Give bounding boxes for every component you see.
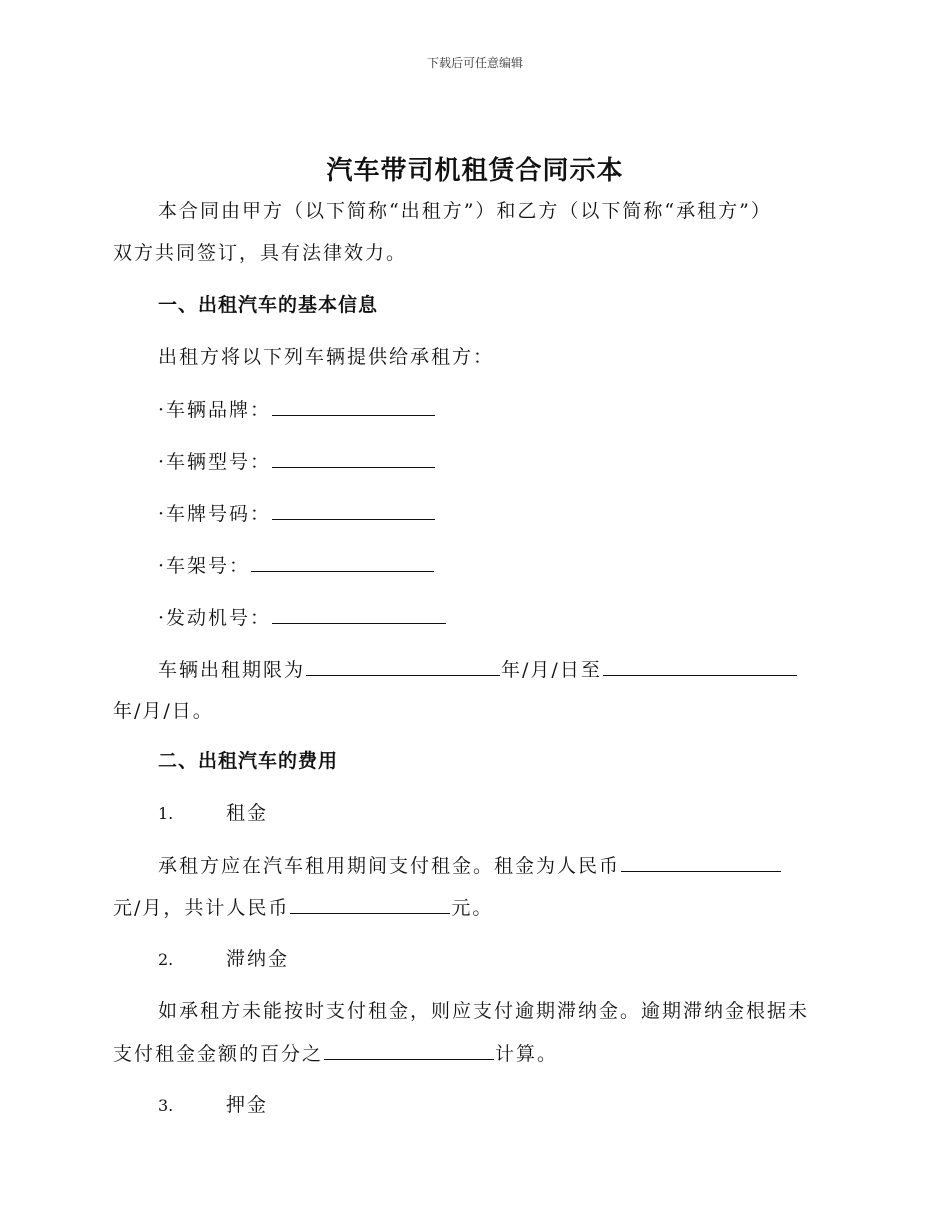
subsection-rent-number: 1. xyxy=(158,804,174,823)
late-fee-line-1: 如承租方未能按时支付租金，则应支付逾期滞纳金。逾期滞纳金根据未 xyxy=(158,1000,810,1022)
rent-unit-text: 元/月，共计人民币 xyxy=(113,897,290,919)
plate-number-label: ·车牌号码： xyxy=(158,503,272,525)
rental-period-prefix: 车辆出租期限为 xyxy=(158,659,306,681)
plate-number-blank[interactable] xyxy=(272,500,435,520)
vin-blank[interactable] xyxy=(251,552,434,572)
late-fee-text-suffix: 计算。 xyxy=(495,1043,559,1065)
subsection-rent xyxy=(158,800,268,827)
vehicle-model-blank[interactable] xyxy=(272,448,435,468)
vehicle-brand-label: ·车辆品牌： xyxy=(158,399,272,421)
vehicle-model-row xyxy=(158,448,436,475)
subsection-late-fee xyxy=(158,946,289,973)
vehicle-brand-blank[interactable] xyxy=(272,396,435,416)
subsection-deposit xyxy=(158,1092,268,1119)
rental-period-middle: 年/月/日至 xyxy=(501,659,602,681)
section-1-lead: 出租方将以下列车辆提供给承租方： xyxy=(158,346,495,368)
plate-number-row xyxy=(158,500,436,527)
late-fee-line-2 xyxy=(113,1040,558,1067)
engine-number-row xyxy=(158,604,447,631)
vehicle-brand-row xyxy=(158,396,436,423)
subsection-late-fee-title: 滞纳金 xyxy=(226,948,290,970)
intro-line-1: 本合同由甲方（以下简称“出租方”）和乙方（以下简称“承租方”） xyxy=(158,200,772,222)
engine-number-blank[interactable] xyxy=(272,604,446,624)
rental-start-blank[interactable] xyxy=(306,656,500,676)
header-note: 下载后可任意编辑 xyxy=(426,56,523,70)
rent-text-suffix: 元。 xyxy=(451,897,494,919)
engine-number-label: ·发动机号： xyxy=(158,607,272,629)
rental-period-row xyxy=(158,656,798,683)
monthly-rent-blank[interactable] xyxy=(621,852,781,872)
section-1-heading: 一、出租汽车的基本信息 xyxy=(158,294,379,316)
rental-end-blank[interactable] xyxy=(603,656,797,676)
total-rent-blank[interactable] xyxy=(290,894,450,914)
subsection-deposit-title: 押金 xyxy=(226,1094,269,1116)
rental-period-suffix: 年/月/日。 xyxy=(113,700,214,722)
section-2-heading: 二、出租汽车的费用 xyxy=(158,750,339,772)
late-fee-text-prefix: 支付租金金额的百分之 xyxy=(113,1043,324,1065)
vehicle-model-label: ·车辆型号： xyxy=(158,451,272,473)
vin-row xyxy=(158,552,435,579)
subsection-deposit-number: 3. xyxy=(158,1096,174,1115)
subsection-late-fee-number: 2. xyxy=(158,950,174,969)
document-title: 汽车带司机租赁合同示本 xyxy=(326,156,624,186)
late-fee-percent-blank[interactable] xyxy=(324,1040,494,1060)
rent-line-2 xyxy=(113,894,493,921)
vin-label: ·车架号： xyxy=(158,555,251,577)
rent-line-1 xyxy=(158,852,782,879)
rent-text-prefix: 承租方应在汽车租用期间支付租金。租金为人民币 xyxy=(158,855,621,877)
intro-line-2: 双方共同签订，具有法律效力。 xyxy=(113,242,408,264)
subsection-rent-title: 租金 xyxy=(226,802,269,824)
